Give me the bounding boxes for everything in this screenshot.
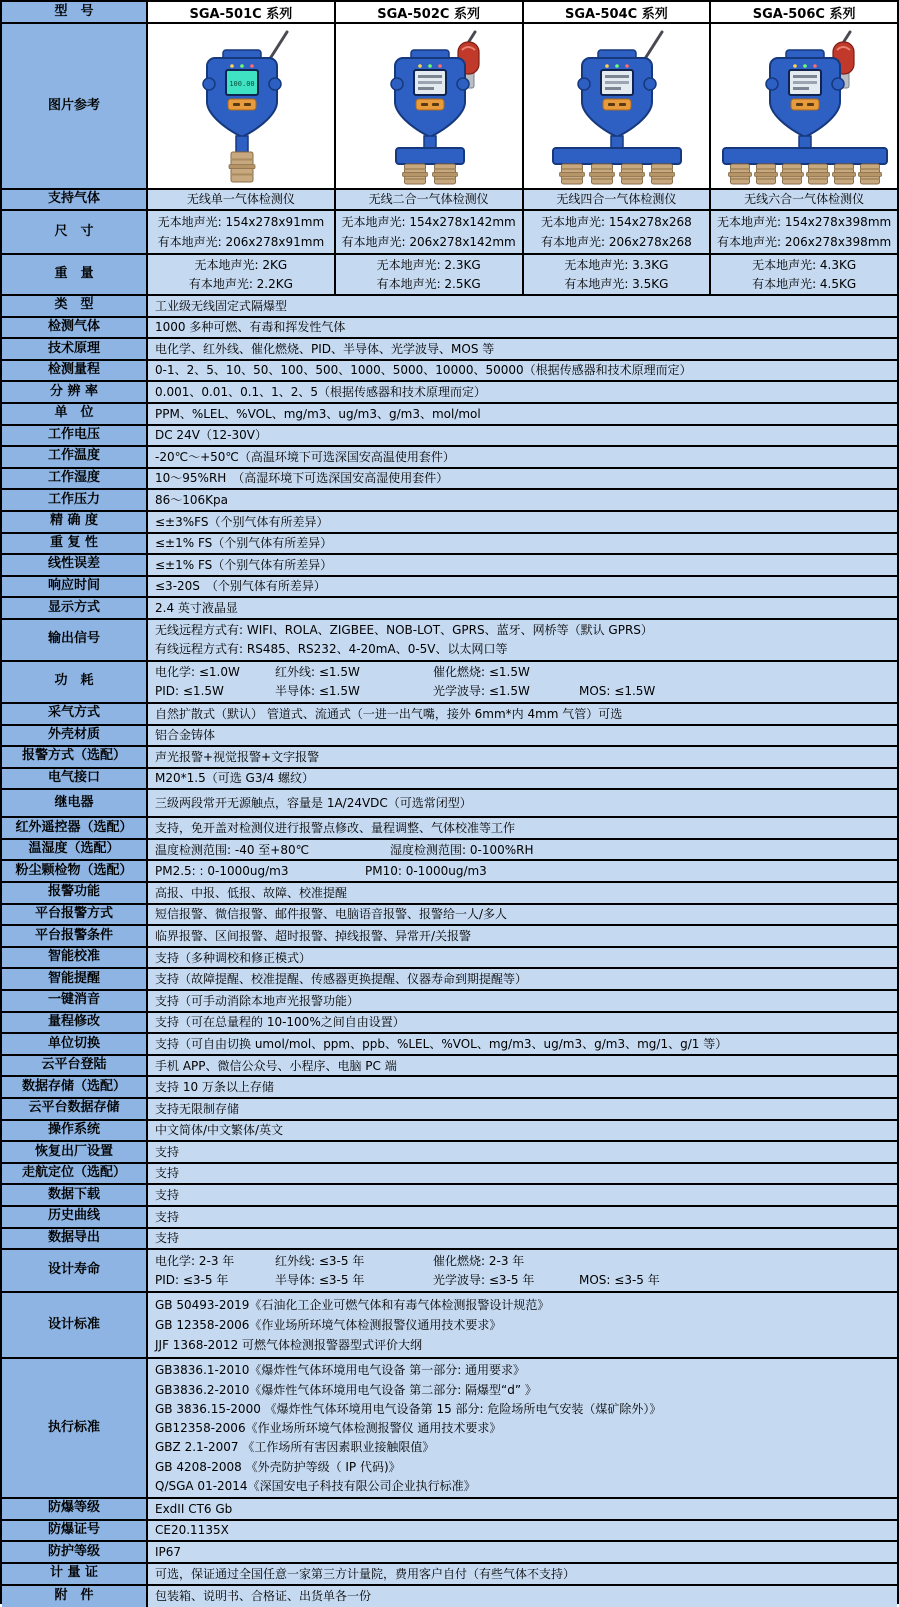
spec-line: 支持: [155, 1166, 180, 1181]
row-label: 数据存储（选配）: [2, 1077, 148, 1097]
spec-row: [2, 1542, 897, 1564]
image-row-label: 图片参考: [2, 24, 148, 188]
row-value: [148, 726, 897, 746]
spec-line: 支持（可自由切换 umol/mol、ppm、ppb、%LEL、%VOL、mg/m3、ug/m3、g/m3、mg/1、g/1 等）: [155, 1036, 728, 1051]
spec-segment: 半导体: ≤1.5W: [275, 684, 360, 699]
row-label: 走航定位（选配）: [2, 1164, 148, 1184]
header-model-sga-506c: SGA-506C 系列: [711, 2, 897, 22]
spec-row: [2, 1185, 897, 1207]
compare-cell: [148, 190, 336, 209]
row-value: [148, 905, 897, 925]
spec-segment: 电化学: 2-3 年: [155, 1254, 235, 1269]
spec-line: -20℃～+50℃（高温环境下可选深国安高温使用套件）: [155, 449, 455, 464]
row-value: [148, 991, 897, 1011]
spec-row: [2, 512, 897, 534]
row-label: 重 量: [2, 255, 148, 294]
spec-row: [2, 1121, 897, 1143]
spec-line: 支持（故障提醒、校准提醒、传感器更换提醒、仪器寿命到期提醒等）: [155, 972, 528, 987]
compare-row: [2, 211, 897, 255]
spec-row: [2, 534, 897, 556]
row-label: 分 辨 率: [2, 382, 148, 402]
wireless-6in1-gas-detector: [711, 26, 897, 186]
row-label: 精 确 度: [2, 512, 148, 532]
spec-row: [2, 948, 897, 970]
spec-line: 支持（多种调校和修正模式）: [155, 950, 312, 965]
spec-line: 0-1、2、5、10、50、100、500、1000、5000、10000、50000（根据传感器和技术原理而定）: [155, 363, 692, 378]
spec-line: GB 3836.15-2000 《爆炸性气体环境用电气设备第 15 部分: 危险场所电气安装（煤矿除外）》: [155, 1401, 662, 1416]
row-value: [148, 1293, 897, 1357]
row-value: [148, 769, 897, 789]
row-label: 显示方式: [2, 598, 148, 618]
spec-segment: 催化燃烧: ≤1.5W: [433, 665, 530, 680]
spec-row: [2, 861, 897, 883]
spec-line: ExdII CT6 Gb: [155, 1501, 233, 1516]
row-label: 尺 寸: [2, 211, 148, 253]
wireless-4in1-gas-detector: [524, 26, 711, 186]
spec-row: [2, 598, 897, 620]
row-label: 支持气体: [2, 190, 148, 209]
row-label: 电气接口: [2, 769, 148, 789]
spec-row: [2, 905, 897, 927]
spec-row: [2, 790, 897, 818]
row-label: 温湿度（选配）: [2, 840, 148, 860]
spec-row: [2, 577, 897, 599]
row-label: 工作压力: [2, 490, 148, 510]
product-image-row: [2, 24, 897, 190]
spec-row: [2, 318, 897, 340]
spec-row: [2, 339, 897, 361]
spec-line: GB 4208-2008 《外壳防护等级（ IP 代码)》: [155, 1459, 401, 1474]
row-label: 平台报警条件: [2, 926, 148, 946]
spec-line: DC 24V（12-30V）: [155, 428, 267, 443]
compare-cell: [524, 211, 712, 253]
row-label: 操作系统: [2, 1121, 148, 1141]
header-model-label: 型 号: [2, 2, 148, 22]
spec-row: [2, 296, 897, 318]
spec-line: 支持: [155, 1231, 180, 1246]
spec-row: [2, 404, 897, 426]
spec-row: [2, 1099, 897, 1121]
row-label: 执行标准: [2, 1359, 148, 1497]
header-model-sga-504c: SGA-504C 系列: [524, 2, 712, 22]
row-value: [148, 426, 897, 446]
row-value: [148, 339, 897, 359]
compare-value: 无线六合一气体检测仪: [744, 192, 865, 207]
spec-line: 手机 APP、微信公众号、小程序、电脑 PC 端: [155, 1058, 397, 1073]
row-value: [148, 620, 897, 660]
spec-segment: 光学波导: ≤1.5W: [433, 684, 530, 699]
row-label: 类 型: [2, 296, 148, 316]
compare-value: 无线四合一气体检测仪: [556, 192, 677, 207]
row-value: [148, 948, 897, 968]
spec-segment: PM2.5: : 0-1000ug/m3: [155, 864, 289, 879]
row-label: 数据下载: [2, 1185, 148, 1205]
row-value: [148, 534, 897, 554]
compare-row: [2, 255, 897, 296]
spec-row: [2, 926, 897, 948]
spec-line: 短信报警、微信报警、邮件报警、电脑语音报警、报警给一人/多人: [155, 907, 508, 922]
compare-cell: [711, 190, 897, 209]
row-label: 单位切换: [2, 1034, 148, 1054]
spec-line: ≤3-20S （个别气体有所差异）: [155, 579, 326, 594]
row-value: [148, 662, 897, 702]
spec-line: GB3836.2-2010《爆炸性气体环境用电气设备 第二部分: 隔爆型“d” 》: [155, 1382, 537, 1397]
row-value: [148, 1013, 897, 1033]
row-label: 数据导出: [2, 1229, 148, 1249]
spec-row: [2, 426, 897, 448]
row-value: [148, 1564, 897, 1584]
row-value: [148, 490, 897, 510]
row-value: [148, 296, 897, 316]
spec-line: 铝合金铸体: [155, 728, 216, 743]
row-label: 技术原理: [2, 339, 148, 359]
spec-line: M20*1.5（可选 G3/4 螺纹）: [155, 771, 314, 786]
spec-line: IP67: [155, 1545, 182, 1560]
row-value: [148, 747, 897, 767]
row-value: [148, 1229, 897, 1249]
spec-line: 支持（可在总量程的 10-100%之间自由设置）: [155, 1015, 405, 1030]
row-value: [148, 1250, 897, 1291]
spec-row: [2, 1499, 897, 1521]
compare-value: 有本地声光: 4.5KG: [752, 276, 857, 291]
spec-segment: 湿度检测范围: 0-100%RH: [390, 842, 534, 857]
row-value: [148, 598, 897, 618]
compare-value: 有本地声光: 2.2KG: [188, 276, 293, 291]
spec-segment-line: [155, 1253, 897, 1269]
compare-value: 无本地声光: 3.3KG: [564, 258, 669, 273]
spec-line: 10～95%RH （高湿环境下可选深国安高湿使用套件）: [155, 471, 449, 486]
header-model-sga-501c: SGA-501C 系列: [148, 2, 336, 22]
spec-row: [2, 726, 897, 748]
row-label: 设计标准: [2, 1293, 148, 1357]
spec-row: [2, 1077, 897, 1099]
row-value: [148, 318, 897, 338]
wireless-2in1-gas-detector: [336, 26, 523, 186]
compare-value: 无本地声光: 4.3KG: [752, 258, 857, 273]
row-value: [148, 969, 897, 989]
row-label: 平台报警方式: [2, 905, 148, 925]
spec-line: ≤±1% FS（个别气体有所差异）: [155, 557, 333, 572]
compare-value: 有本地声光: 206x278x142mm: [341, 234, 516, 249]
row-label: 智能校准: [2, 948, 148, 968]
compare-value: 有本地声光: 206x278x398mm: [717, 234, 892, 249]
spec-row: [2, 490, 897, 512]
svg-text:100.00: 100.00: [229, 80, 255, 88]
row-label: 粉尘颗检物（选配）: [2, 861, 148, 881]
spec-line: 可选，保证通过全国任意一家第三方计量院，费用客户自付（有些气体不支持）: [155, 1566, 576, 1581]
row-label: 工作温度: [2, 447, 148, 467]
compare-cell: [711, 255, 897, 294]
spec-line: 自然扩散式（默认） 管道式、流通式（一进一出气嘴，接外 6mm*内 4mm 气管）可选: [155, 706, 623, 721]
spec-line: ≤±3%FS（个别气体有所差异）: [155, 514, 329, 529]
spec-row: [2, 1229, 897, 1251]
row-value: [148, 883, 897, 903]
row-label: 一键消音: [2, 991, 148, 1011]
spec-row: [2, 1164, 897, 1186]
row-label: 功 耗: [2, 662, 148, 702]
row-value: [148, 1099, 897, 1119]
row-label: 报警方式（选配）: [2, 747, 148, 767]
row-label: 设计寿命: [2, 1250, 148, 1291]
spec-row: [2, 1564, 897, 1586]
spec-row: [2, 620, 897, 662]
row-value: [148, 1499, 897, 1519]
compare-cell: [711, 211, 897, 253]
product-image-cell-sga-502c: [336, 24, 524, 188]
table-header-row: [2, 2, 897, 24]
spec-line: GB3836.1-2010《爆炸性气体环境用电气设备 第一部分: 通用要求》: [155, 1363, 526, 1378]
row-value: [148, 1185, 897, 1205]
row-label: 恢复出厂设置: [2, 1142, 148, 1162]
row-value: [148, 1077, 897, 1097]
row-label: 线性误差: [2, 555, 148, 575]
compare-value: 无线单一气体检测仪: [186, 192, 295, 207]
row-label: 工作电压: [2, 426, 148, 446]
compare-value: 有本地声光: 206x278x91mm: [157, 234, 325, 249]
compare-value: 无本地声光: 154x278x142mm: [341, 215, 516, 230]
row-value: [148, 1056, 897, 1076]
spec-line: 2.4 英寸液晶显: [155, 601, 238, 616]
row-label: 采气方式: [2, 704, 148, 724]
row-label: 计 量 证: [2, 1564, 148, 1584]
spec-line: 无线远程方式有: WIFI、ROLA、ZIGBEE、NOB-LOT、GPRS、蓝牙、网桥等（默认 GPRS）: [155, 623, 653, 638]
compare-value: 有本地声光: 2.5KG: [376, 276, 481, 291]
compare-value: 无本地声光: 2.3KG: [376, 258, 481, 273]
compare-cell: [336, 190, 524, 209]
compare-cell: [148, 211, 336, 253]
spec-row: [2, 1056, 897, 1078]
spec-row: [2, 469, 897, 491]
wireless-single-gas-detector: [148, 26, 335, 186]
spec-row: [2, 555, 897, 577]
row-label: 检测量程: [2, 361, 148, 381]
row-value: [148, 1359, 897, 1497]
spec-row: [2, 1034, 897, 1056]
spec-row: [2, 1142, 897, 1164]
spec-row: [2, 969, 897, 991]
spec-line: 支持: [155, 1144, 180, 1159]
spec-segment-line: [155, 863, 897, 879]
compare-cell: [524, 190, 712, 209]
compare-value: 有本地声光: 206x278x268: [540, 234, 692, 249]
row-label: 单 位: [2, 404, 148, 424]
row-label: 响应时间: [2, 577, 148, 597]
spec-line: 有线远程方式有: RS485、RS232、4-20mA、0-5V、以太网口等: [155, 642, 508, 657]
spec-row: [2, 1207, 897, 1229]
row-label: 红外遥控器（选配）: [2, 818, 148, 838]
spec-line: 高报、中报、低报、故障、校准提醒: [155, 885, 348, 900]
spec-segment: 红外线: ≤1.5W: [275, 665, 360, 680]
spec-segment-line: [155, 683, 897, 699]
row-label: 工作湿度: [2, 469, 148, 489]
spec-segment: MOS: ≤3-5 年: [579, 1273, 660, 1288]
spec-line: 临界报警、区间报警、超时报警、掉线报警、异常开/关报警: [155, 928, 472, 943]
spec-segment: PID: ≤3-5 年: [155, 1273, 229, 1288]
compare-value: 有本地声光: 3.5KG: [564, 276, 669, 291]
row-label: 继电器: [2, 790, 148, 816]
spec-line: 86～106Kpa: [155, 493, 229, 508]
spec-segment: PID: ≤1.5W: [155, 684, 224, 699]
spec-line: 支持: [155, 1209, 180, 1224]
row-label: 历史曲线: [2, 1207, 148, 1227]
spec-line: 支持: [155, 1188, 180, 1203]
spec-line: 中文简体/中文繁体/英文: [155, 1123, 284, 1138]
compare-cell: [336, 255, 524, 294]
spec-segment: 光学波导: ≤3-5 年: [433, 1273, 535, 1288]
spec-segment: 电化学: ≤1.0W: [155, 665, 240, 680]
row-value: [148, 861, 897, 881]
spec-line: 支持无限制存储: [155, 1101, 240, 1116]
row-value: [148, 1164, 897, 1184]
spec-row: [2, 1013, 897, 1035]
row-value: [148, 469, 897, 489]
spec-row: [2, 769, 897, 791]
spec-segment-line: [155, 1272, 897, 1288]
spec-line: 支持 10 万条以上存储: [155, 1080, 274, 1095]
row-value: [148, 1121, 897, 1141]
header-model-sga-502c: SGA-502C 系列: [336, 2, 524, 22]
spec-line: 支持，免开盖对检测仪进行报警点修改、量程调整、气体校准等工作: [155, 820, 516, 835]
compare-value: 无线二合一气体检测仪: [368, 192, 489, 207]
spec-line: Q/SGA 01-2014《深国安电子科技有限公司企业执行标准》: [155, 1478, 476, 1493]
spec-line: 1000 多种可燃、有毒和挥发性气体: [155, 320, 346, 335]
compare-cell: [336, 211, 524, 253]
spec-row: [2, 1250, 897, 1293]
row-label: 云平台数据存储: [2, 1099, 148, 1119]
spec-line: 工业级无线固定式隔爆型: [155, 298, 288, 313]
row-value: [148, 555, 897, 575]
compare-row: [2, 190, 897, 211]
row-label: 防护等级: [2, 1542, 148, 1562]
spec-segment: 温度检测范围: -40 至+80℃: [155, 842, 310, 857]
product-image-cell-sga-501c: [148, 24, 336, 188]
spec-row: [2, 818, 897, 840]
spec-row: [2, 662, 897, 704]
spec-line: 包装箱、说明书、合格证、出货单各一份: [155, 1589, 372, 1604]
row-label: 云平台登陆: [2, 1056, 148, 1076]
spec-line: PPM、%LEL、%VOL、mg/m3、ug/m3、g/m3、mol/mol: [155, 406, 481, 421]
spec-line: 0.001、0.01、0.1、1、2、5（根据传感器和技术原理而定）: [155, 385, 487, 400]
row-value: [148, 1521, 897, 1541]
compare-value: 无本地声光: 154x278x398mm: [717, 215, 892, 230]
row-value: [148, 1142, 897, 1162]
row-label: 智能提醒: [2, 969, 148, 989]
spec-line: 声光报警+视觉报警+文字报警: [155, 749, 320, 764]
spec-segment: 半导体: ≤3-5 年: [275, 1273, 365, 1288]
row-label: 输出信号: [2, 620, 148, 660]
spec-line: 电化学、红外线、催化燃烧、PID、半导体、光学波导、MOS 等: [155, 341, 495, 356]
spec-segment: MOS: ≤1.5W: [579, 684, 656, 699]
spec-line: ≤±1% FS（个别气体有所差异）: [155, 536, 333, 551]
spec-line: 支持（可手动消除本地声光报警功能）: [155, 993, 360, 1008]
spec-row: [2, 1293, 897, 1359]
spec-row: [2, 704, 897, 726]
row-label: 附 件: [2, 1586, 148, 1607]
row-value: [148, 704, 897, 724]
row-value: [148, 818, 897, 838]
spec-row: [2, 991, 897, 1013]
spec-row: [2, 361, 897, 383]
spec-segment: 红外线: ≤3-5 年: [275, 1254, 365, 1269]
compare-value: 无本地声光: 154x278x268: [540, 215, 692, 230]
compare-value: 无本地声光: 154x278x91mm: [157, 215, 325, 230]
spec-row: [2, 883, 897, 905]
spec-row: [2, 1359, 897, 1499]
spec-segment: PM10: 0-1000ug/m3: [365, 864, 487, 879]
row-label: 防爆证号: [2, 1521, 148, 1541]
row-value: [148, 404, 897, 424]
row-value: [148, 512, 897, 532]
product-image-cell-sga-504c: [524, 24, 712, 188]
spec-line: CE20.1135X: [155, 1523, 229, 1538]
spec-row: [2, 747, 897, 769]
row-value: [148, 840, 897, 860]
row-label: 报警功能: [2, 883, 148, 903]
compare-cell: [524, 255, 712, 294]
spec-row: [2, 382, 897, 404]
row-value: [148, 1542, 897, 1562]
spec-row: [2, 840, 897, 862]
row-value: [148, 790, 897, 816]
row-value: [148, 382, 897, 402]
spec-line: JJF 1368-2012 可燃气体检测报警器型式评价大纲: [155, 1338, 423, 1353]
row-label: 检测气体: [2, 318, 148, 338]
spec-line: GB12358-2006《作业场所环境气体检测报警仪 通用技术要求》: [155, 1421, 502, 1436]
row-value: [148, 361, 897, 381]
compare-cell: [148, 255, 336, 294]
spec-row: [2, 447, 897, 469]
row-value: [148, 447, 897, 467]
row-value: [148, 1034, 897, 1054]
spec-line: GBZ 2.1-2007 《工作场所有害因素职业接触限值》: [155, 1440, 435, 1455]
product-image-cell-sga-506c: [711, 24, 897, 188]
spec-segment-line: [155, 664, 897, 680]
row-label: 防爆等级: [2, 1499, 148, 1519]
spec-line: GB 50493-2019《石油化工企业可燃气体和有毒气体检测报警设计规范》: [155, 1298, 550, 1313]
spec-segment: 催化燃烧: 2-3 年: [433, 1254, 525, 1269]
row-value: [148, 1207, 897, 1227]
spec-segment-line: [155, 842, 897, 858]
spec-row: [2, 1521, 897, 1543]
row-label: 重 复 性: [2, 534, 148, 554]
row-value: [148, 926, 897, 946]
spec-line: GB 12358-2006《作业场所环境气体检测报警仪通用技术要求》: [155, 1318, 502, 1333]
compare-value: 无本地声光: 2KG: [194, 258, 288, 273]
row-value: [148, 577, 897, 597]
spec-line: 三级两段常开无源触点，容量是 1A/24VDC（可选常闭型）: [155, 796, 472, 811]
row-label: 量程修改: [2, 1013, 148, 1033]
row-label: 外壳材质: [2, 726, 148, 746]
